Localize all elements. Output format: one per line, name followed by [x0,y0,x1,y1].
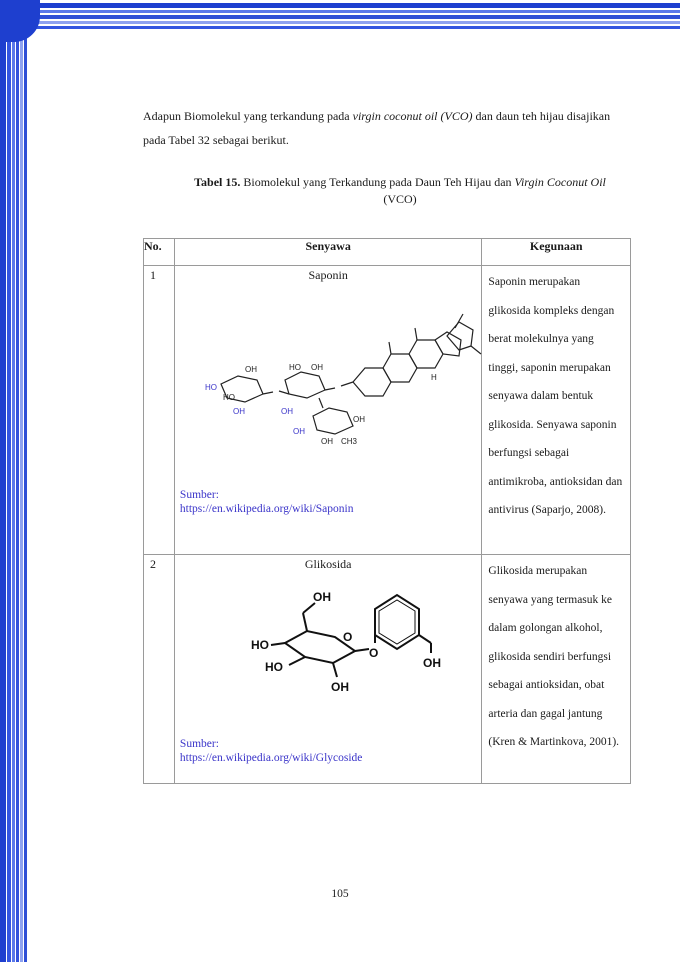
svg-text:HO: HO [288,363,301,372]
header-senyawa: Senyawa [174,239,482,266]
source-label: Sumber: [179,738,219,750]
glycoside-structure-image [245,579,455,699]
svg-text:OH: OH [330,680,349,694]
caption-italic: Virgin Coconut Oil [514,175,606,189]
svg-text:HO: HO [264,660,283,674]
svg-text:OH: OH [244,365,257,374]
svg-text:OH: OH [280,407,293,416]
caption-label: Tabel 15. [194,175,241,189]
svg-text:O: O [342,630,353,644]
intro-text-after: dan daun teh hijau disajikan pada Tabel 32 sebagai berikut. [143,109,611,147]
svg-text:HO: HO [204,383,217,392]
row-number: 2 [144,555,175,784]
top-border-decoration [0,0,680,36]
source-label: Sumber: [179,489,219,501]
svg-text:OH: OH [232,407,245,416]
table-row [144,266,631,555]
compound-name: Glikosida [304,557,352,571]
svg-text:O: O [368,646,379,660]
svg-text:OH: OH [312,590,331,604]
caption-text: Biomolekul yang Terkandung pada Daun Teh Hijau dan [240,175,515,189]
caption-tail: (VCO) [383,192,417,206]
table-caption [180,174,620,208]
usage-text: Glikosida merupakan senyawa yang termasuk ke dalam golongan alkohol, glikosida sendiri berfungsi sebagai antioksidan, obat arteria dan gagal jantung (Kren & Martinkova, 2001). [482,555,631,784]
svg-text:OH: OH [352,415,365,424]
svg-text:H: H [430,373,437,382]
usage-text: Saponin merupakan glikosida kompleks dengan berat molekulnya yang tinggi, saponin merupakan senyawa dalam bentuk glikosida. Senyawa saponin berfungsi sebagai antimikroba, antioksidan dan antivirus (Saparjo, 2008). [482,266,631,555]
compound-name: Saponin [308,268,348,282]
svg-text:HO: HO [250,638,269,652]
source-link[interactable]: https://en.wikipedia.org/wiki/Glycoside [179,752,363,764]
header-no: No. [144,239,175,266]
svg-text:OH: OH [422,656,441,670]
header-kegunaan: Kegunaan [482,239,631,266]
biomolecule-table [143,238,631,784]
intro-italic-term: virgin coconut oil (VCO) [352,109,473,123]
row-number: 1 [144,266,175,555]
table-header-row [144,239,631,266]
table-row [144,555,631,784]
svg-text:HO: HO [222,393,235,402]
intro-paragraph [143,104,613,152]
source-reference [180,737,363,765]
source-link[interactable]: https://en.wikipedia.org/wiki/Saponin [179,503,354,515]
compound-cell [174,266,482,555]
svg-text:OH: OH [292,427,305,436]
saponin-structure-image [193,296,483,466]
svg-text:CH3: CH3 [340,437,357,446]
svg-text:OH: OH [320,437,333,446]
source-reference [180,488,354,516]
page-number: 105 [331,888,349,900]
intro-text-before: Adapun Biomolekul yang terkandung pada [143,109,353,123]
compound-cell [174,555,482,784]
svg-text:OH: OH [310,363,323,372]
left-border-decoration [0,0,30,962]
